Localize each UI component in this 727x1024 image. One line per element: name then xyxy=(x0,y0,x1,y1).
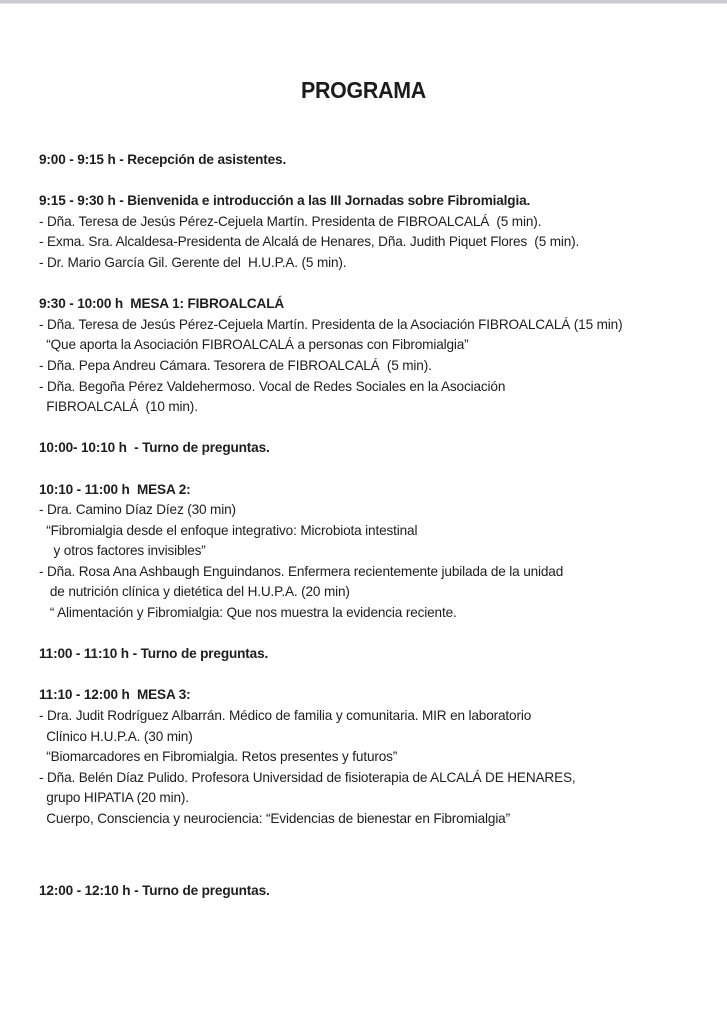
program-item-line: - Dña. Pepa Andreu Cámara. Tesorera de FIBROALCALÁ (5 min). xyxy=(39,357,432,373)
program-item-line: - Dña. Rosa Ana Ashbaugh Enguindanos. Enfermera recientemente jubilada de la unidad xyxy=(39,563,564,579)
program-item-heading: 11:10 - 12:00 h MESA 3: xyxy=(39,687,191,703)
program-item-line: - Dr. Mario García Gil. Gerente del H.U.P.A. (5 min). xyxy=(39,254,347,270)
page-title: PROGRAMA xyxy=(301,77,426,104)
program-item-heading: 10:00- 10:10 h - Turno de preguntas. xyxy=(39,440,270,456)
program-item xyxy=(39,480,719,624)
program-list xyxy=(39,150,719,901)
program-item xyxy=(39,294,719,418)
program-item xyxy=(39,191,719,273)
program-item xyxy=(39,881,719,902)
program-item-line: FIBROALCALÁ (10 min). xyxy=(39,399,198,415)
program-item-line: - Exma. Sra. Alcaldesa-Presidenta de Alcalá de Henares, Dña. Judith Piquet Flores (5 min). xyxy=(39,234,580,250)
program-item-line: “Que aporta la Asociación FIBROALCALÁ a personas con Fibromialgia” xyxy=(39,337,469,353)
program-item-line: Cuerpo, Consciencia y neurociencia: “Evidencias de bienestar en Fibromialgia” xyxy=(39,811,510,826)
program-item-heading: 11:00 - 11:10 h - Turno de preguntas. xyxy=(39,646,269,662)
program-item-heading: 9:00 - 9:15 h - Recepción de asistentes. xyxy=(39,152,287,167)
program-item-line: “Biomarcadores en Fibromialgia. Retos presentes y futuros” xyxy=(39,749,398,765)
program-item-line: “Fibromialgia desde el enfoque integrativo: Microbiota intestinal xyxy=(39,522,418,538)
program-item-line: de nutrición clínica y dietética del H.U.P.A. (20 min) xyxy=(39,584,350,600)
program-item-line: y otros factores invisibles” xyxy=(39,543,206,559)
top-border xyxy=(0,0,727,4)
program-item-line: - Dña. Teresa de Jesús Pérez-Cejuela Martín. Presidenta de la Asociación FIBROALCALÁ (15 min) xyxy=(39,316,623,332)
program-item-line: - Dra. Camino Díaz Díez (30 min) xyxy=(39,502,236,518)
program-item-line: “ Alimentación y Fibromialgia: Que nos muestra la evidencia reciente. xyxy=(39,605,457,621)
program-item xyxy=(39,685,719,829)
program-item-line: - Dra. Judit Rodríguez Albarrán. Médico de familia y comunitaria. MIR en laboratorio xyxy=(39,708,532,724)
program-item-line: - Dña. Begoña Pérez Valdehermoso. Vocal de Redes Sociales en la Asociación xyxy=(39,378,506,394)
program-item-line: Clínico H.U.P.A. (30 min) xyxy=(39,728,193,744)
program-item xyxy=(39,438,719,459)
program-item-heading: 12:00 - 12:10 h - Turno de preguntas. xyxy=(39,882,270,898)
program-item-heading: 10:10 - 11:00 h MESA 2: xyxy=(39,481,191,497)
program-item-line: - Dña. Belén Díaz Pulido. Profesora Universidad de fisioterapia de ALCALÁ DE HENARES, xyxy=(39,769,576,785)
program-item xyxy=(39,644,719,665)
program-item-line: - Dña. Teresa de Jesús Pérez-Cejuela Martín. Presidenta de FIBROALCALÁ (5 min). xyxy=(39,213,542,229)
program-item-heading: 9:15 - 9:30 h - Bienvenida e introducción a las III Jornadas sobre Fibromialgia. xyxy=(39,193,531,209)
program-item-heading: 9:30 - 10:00 h MESA 1: FIBROALCALÁ xyxy=(39,296,285,312)
program-item xyxy=(39,150,719,171)
program-item-line: grupo HIPATIA (20 min). xyxy=(39,790,189,806)
